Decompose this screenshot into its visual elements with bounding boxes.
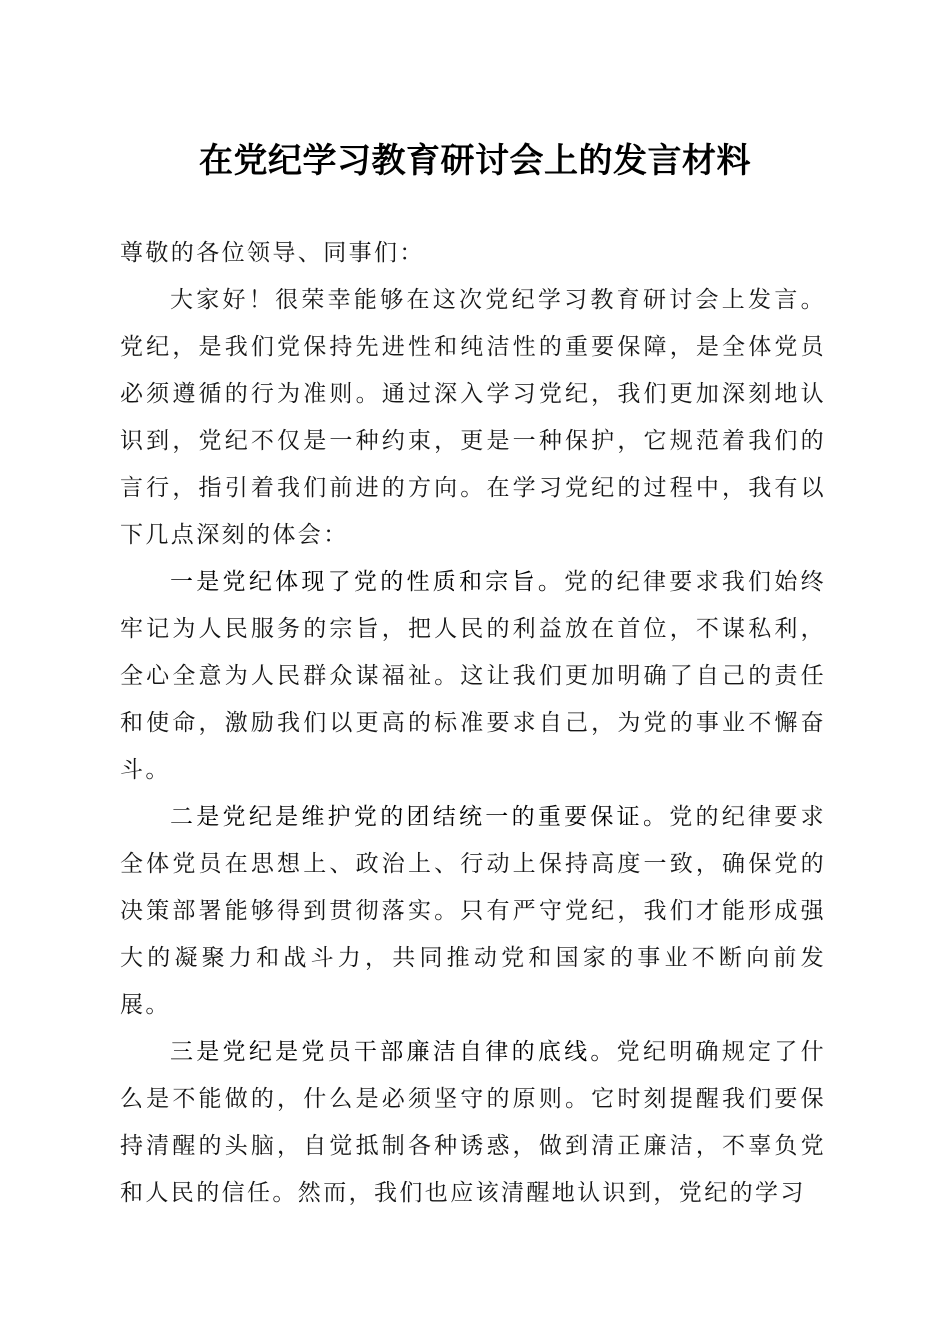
paragraph-text: 党的纪律要求全体党员在思想上、政治上、行动上保持高度一致，确保党的决策部署能够得到贯彻落实。只有严守党纪，我们才能形成强大的凝聚力和战斗力，共同推动党和国家的事业不断向前发展。	[120, 804, 826, 1018]
paragraph-point-one	[120, 559, 826, 794]
paragraph-point-three	[120, 1029, 826, 1217]
paragraph-text: 大家好！很荣幸能够在这次党纪学习教育研讨会上发言。党纪，是我们党保持先进性和纯洁性的重要保障，是全体党员必须遵循的行为准则。通过深入学习党纪，我们更加深刻地认识到，党纪不仅是一种约束，更是一种保护，它规范着我们的言行，指引着我们前进的方向。在学习党纪的过程中，我有以下几点深刻的体会：	[120, 287, 826, 548]
paragraph-point-two	[120, 794, 826, 1029]
document-body	[120, 230, 826, 1217]
paragraph-lead: 一是党纪体现了党的性质和宗旨。	[170, 569, 565, 595]
paragraph-intro	[120, 277, 826, 559]
paragraph-text: 党的纪律要求我们始终牢记为人民服务的宗旨，把人民的利益放在首位，不谋私利，全心全意为人民群众谋福祉。这让我们更加明确了自己的责任和使命，激励我们以更高的标准要求自己，为党的事业不懈奋斗。	[120, 569, 826, 783]
document-title: 在党纪学习教育研讨会上的发言材料	[199, 141, 751, 181]
paragraph-text: 党纪明确规定了什么是不能做的，什么是必须坚守的原则。它时刻提醒我们要保持清醒的头脑，自觉抵制各种诱惑，做到清正廉洁，不辜负党和人民的信任。然而，我们也应该清醒地认识到，党纪的学习	[120, 1039, 826, 1206]
paragraph-lead: 三是党纪是党员干部廉洁自律的底线。	[170, 1039, 617, 1065]
paragraph-lead: 二是党纪是维护党的团结统一的重要保证。	[170, 804, 670, 830]
salutation: 尊敬的各位领导、同事们：	[120, 240, 425, 266]
